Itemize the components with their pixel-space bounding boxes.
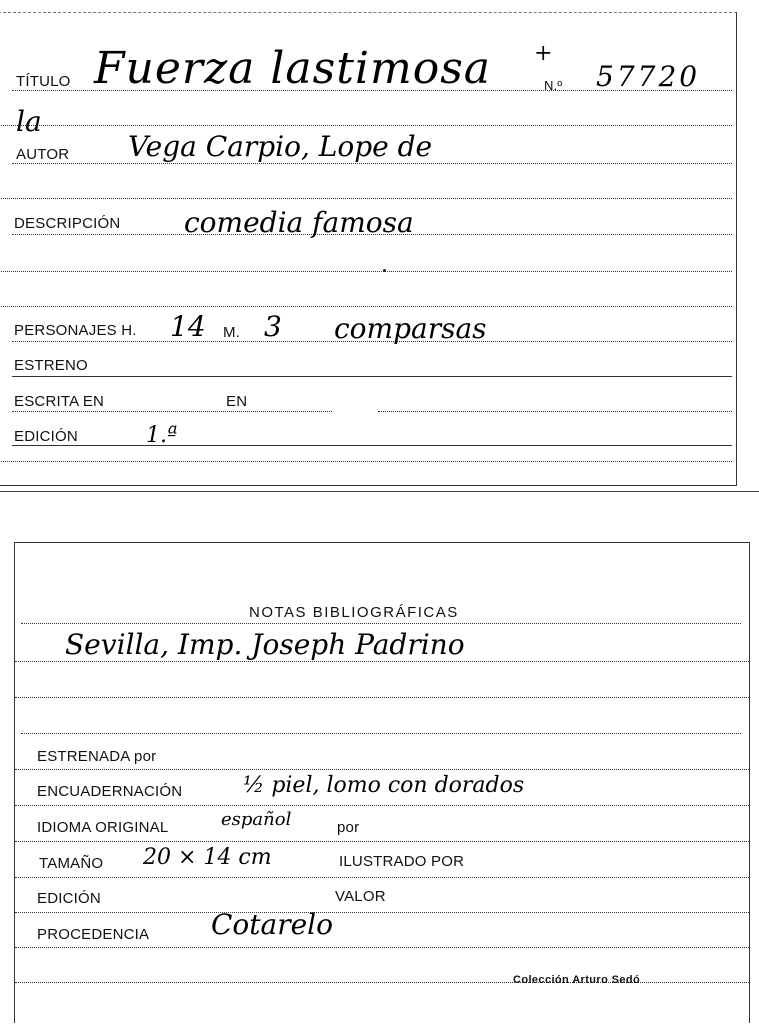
- rule-line: [0, 198, 732, 199]
- personajes-label: PERSONAJES H.: [14, 322, 137, 339]
- titulo-label: TÍTULO: [16, 73, 71, 90]
- idioma-label: IDIOMA ORIGINAL: [37, 819, 169, 836]
- idioma-value: español: [221, 809, 292, 830]
- rule-line: [15, 877, 749, 878]
- rule-line: [0, 125, 732, 126]
- rule-line: [0, 461, 732, 462]
- encuadernacion-value: ½ piel, lomo con dorados: [243, 773, 525, 798]
- ink-speck: [383, 269, 386, 272]
- escrita-en-label: ESCRITA EN: [14, 393, 105, 410]
- encuadernacion-label: ENCUADERNACIÓN: [37, 783, 183, 800]
- titulo-value: Fuerza lastimosa: [94, 43, 492, 94]
- procedencia-label: PROCEDENCIA: [37, 926, 150, 943]
- estrenada-label: ESTRENADA por: [37, 748, 157, 765]
- rule-line: [15, 912, 749, 913]
- notas-value: Sevilla, Imp. Joseph Padrino: [65, 628, 465, 661]
- rule-line: [0, 271, 732, 272]
- rule-line: [12, 445, 732, 446]
- ilustrado-label: ILUSTRADO POR: [339, 853, 465, 870]
- personajes-m-value: 3: [264, 310, 282, 343]
- procedencia-value: Cotarelo: [211, 908, 333, 941]
- descripcion-value: comedia famosa: [184, 206, 414, 239]
- rule-line: [15, 697, 749, 698]
- catalog-card-notes: [14, 542, 750, 1023]
- autor-label: AUTOR: [16, 146, 70, 163]
- rule-line: [21, 733, 741, 734]
- footer-collection: Colección Arturo Sedó: [513, 974, 641, 986]
- rule-line: [12, 411, 332, 412]
- estreno-label: ESTRENO: [14, 357, 88, 374]
- rule-line: [15, 841, 749, 842]
- edicion-label-2: EDICIÓN: [37, 890, 101, 907]
- card-separator: [0, 491, 759, 492]
- tamano-value: 20 × 14 cm: [143, 845, 272, 870]
- tamano-label: TAMAÑO: [39, 855, 104, 872]
- cross-mark: +: [534, 41, 553, 66]
- rule-line: [15, 947, 749, 948]
- en-label: EN: [226, 393, 248, 410]
- numero-value: 57720: [596, 60, 701, 93]
- titulo-extra: la: [16, 105, 42, 138]
- numero-label: N.º: [544, 78, 563, 93]
- rule-line: [15, 661, 749, 662]
- valor-label: VALOR: [335, 888, 386, 905]
- rule-line: [12, 163, 732, 164]
- descripcion-label: DESCRIPCIÓN: [14, 215, 121, 232]
- edicion-value: 1.ª: [146, 423, 178, 448]
- edicion-label: EDICIÓN: [14, 428, 78, 445]
- rule-line: [378, 411, 732, 412]
- rule-line: [15, 805, 749, 806]
- rule-line: [15, 769, 749, 770]
- autor-value: Vega Carpio, Lope de: [128, 130, 433, 163]
- idioma-por-label: por: [337, 819, 360, 836]
- catalog-card-title: [0, 12, 737, 486]
- rule-line: [21, 623, 741, 624]
- rule-line: [0, 306, 732, 307]
- personajes-m-label: M.: [223, 324, 241, 341]
- notas-heading: NOTAS BIBLIOGRÁFICAS: [249, 604, 459, 621]
- personajes-extra: comparsas: [334, 312, 487, 345]
- rule-line: [12, 376, 732, 377]
- personajes-h-value: 14: [170, 310, 206, 343]
